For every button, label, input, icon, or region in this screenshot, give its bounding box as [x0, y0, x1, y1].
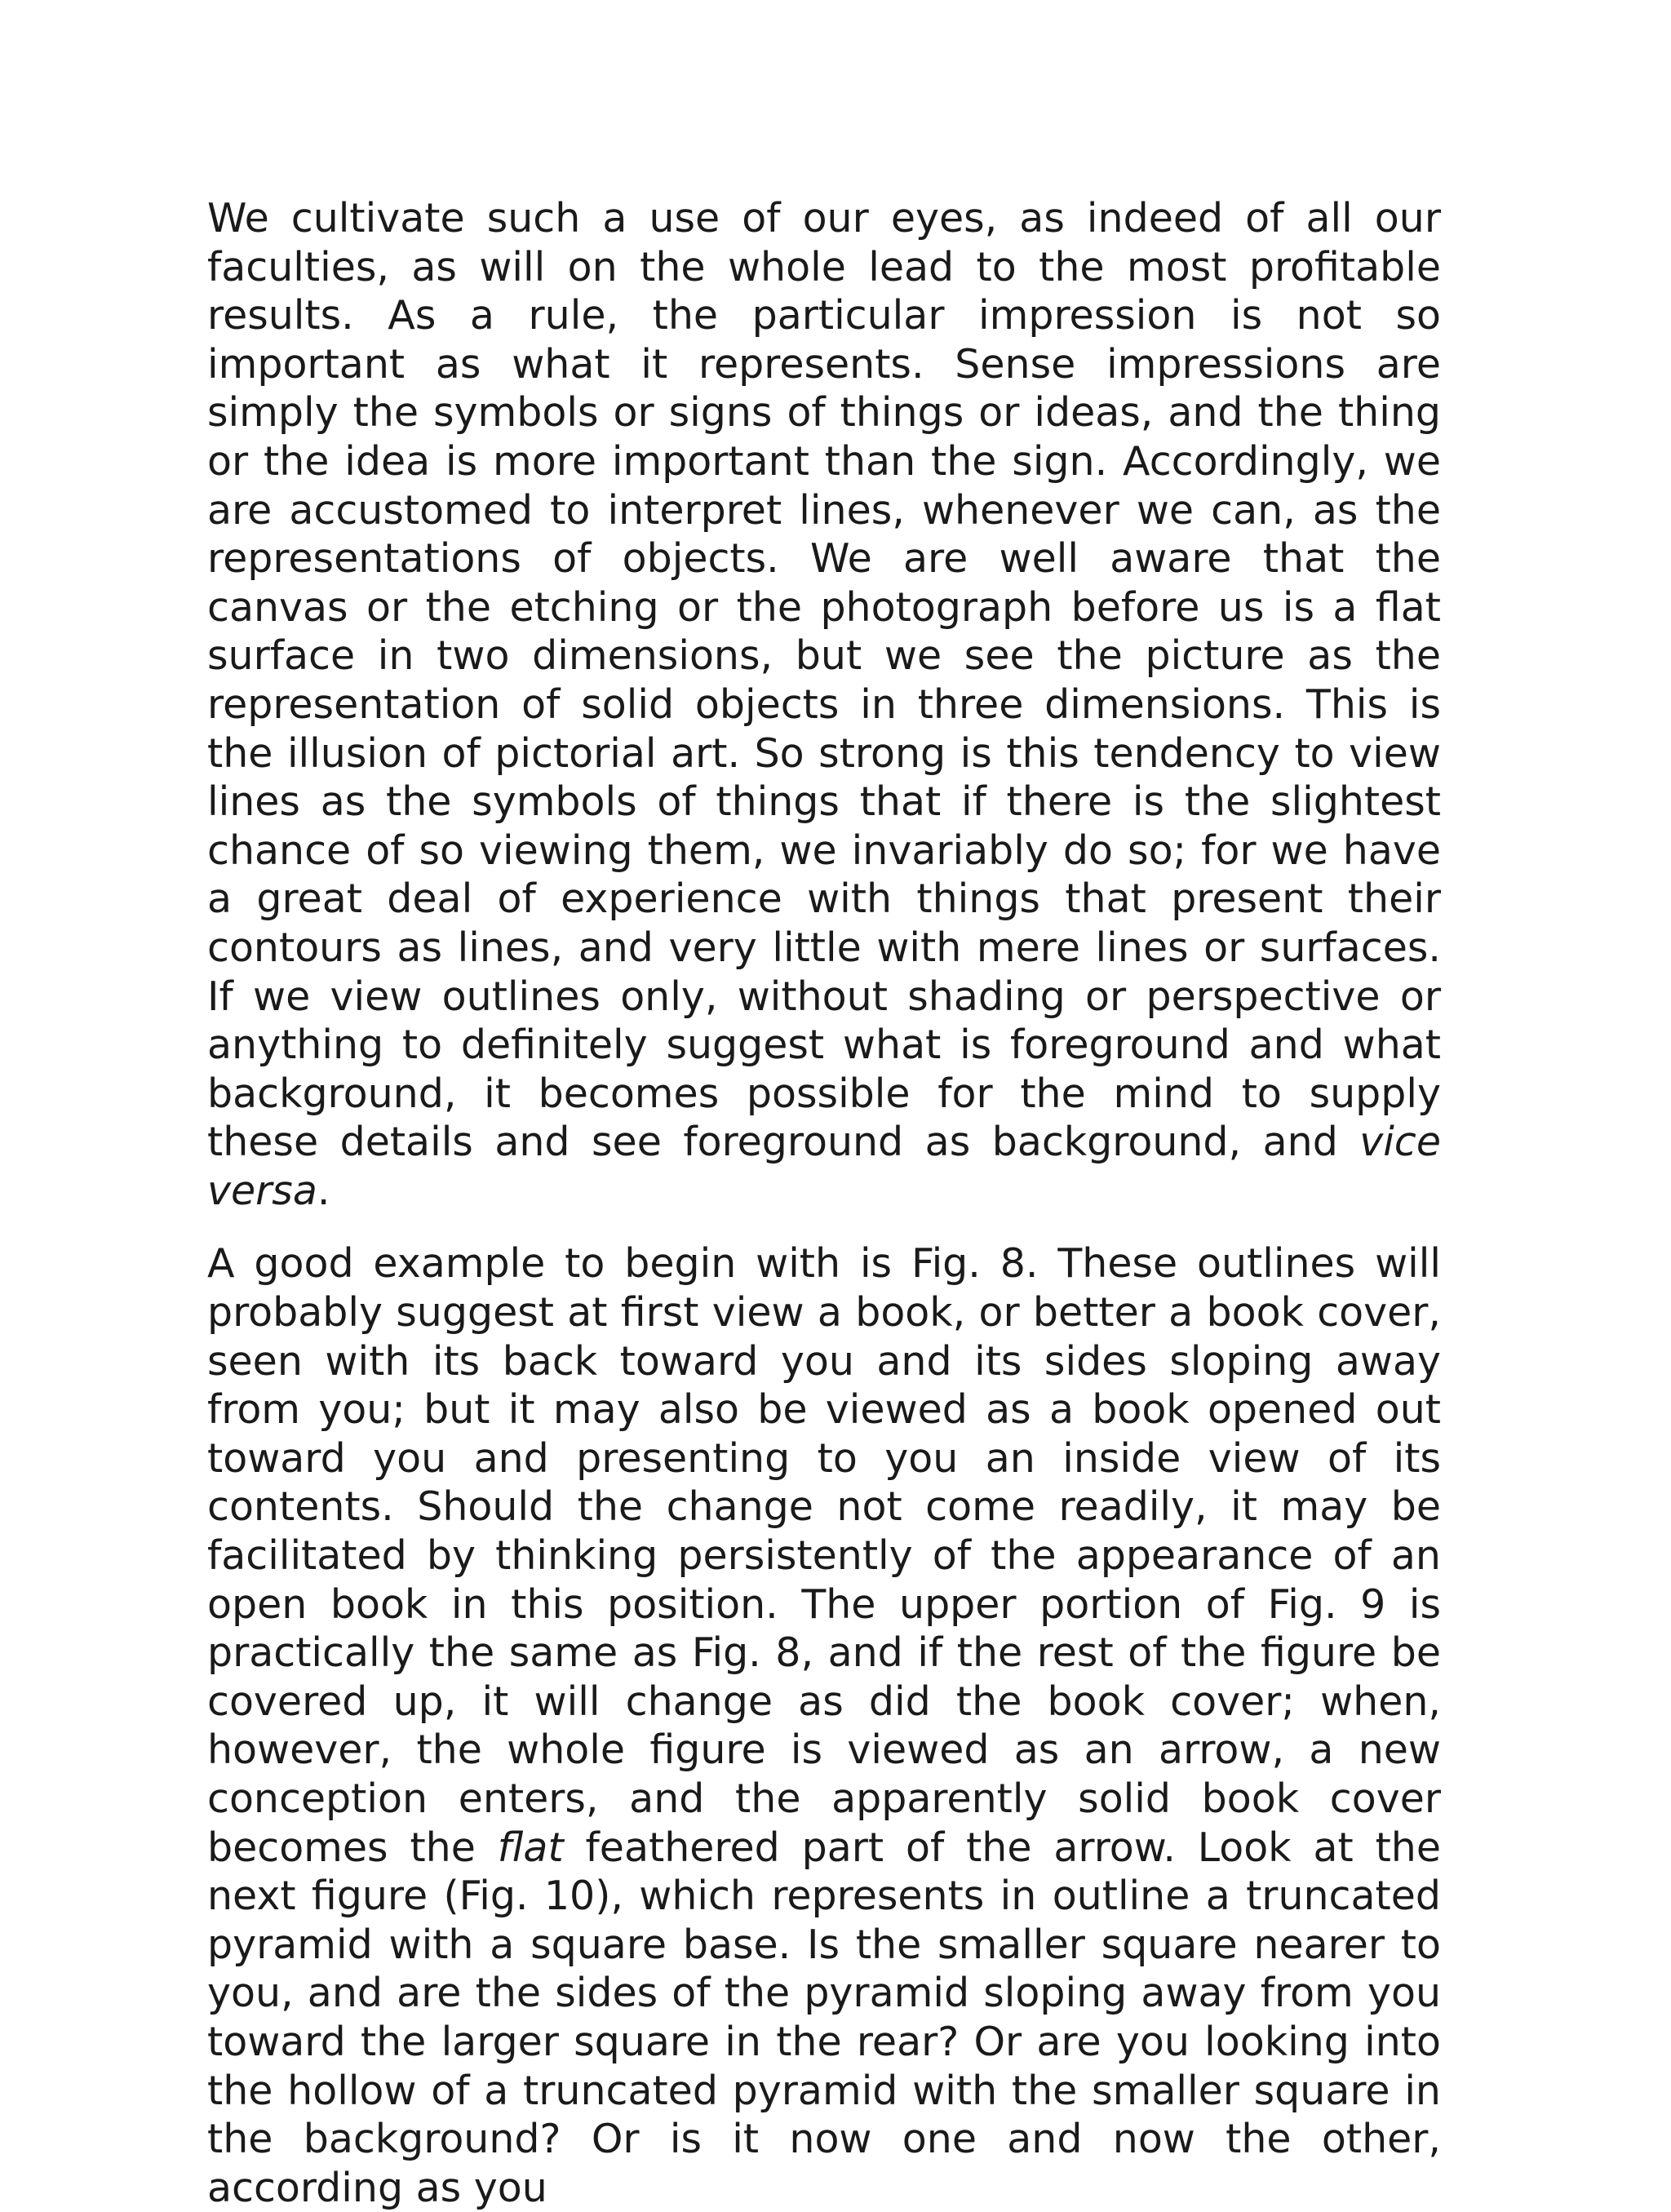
paragraph-2-text-end: feathered part of the arrow. Look at the next figure (Fig. 10), which represents in outline a truncated pyramid with a square base. Is the smaller square nearer to you, and are the sides of the pyramid sloping away from you toward the larger square in the rear? Or are you looking into the hollow of a truncated pyramid with the smaller square in the background? Or is it now one and now the other, according as you — [207, 1824, 1441, 2211]
paragraph-1-text: We cultivate such a use of our eyes, as indeed of all our faculties, as will on the whole lead to the most profitable results. As a rule, the particular impression is not so important as what it represents. Sense impressions are simply the symbols or signs of things or ideas, and the thing or the idea is more important than the sign. Accordingly, we are accustomed to interpret lines, whenever we can, as the representations of objects. We are well aware that the canvas or the etching or the photograph before us is a flat surface in two dimensions, but we see the picture as the representation of solid objects in three dimensions. This is the illusion of pictorial art. So strong is this tendency to view lines as the symbols of things that if there is the slightest chance of so viewing them, we invariably do so; for we have a great deal of experience with things that present their contours as lines, and very little with mere lines or surfaces. If we view outlines only, without shading or perspective or anything to definitely suggest what is foreground and what background, it becomes possible for the mind to supply these details and see foreground as background, and — [207, 195, 1441, 1166]
paragraph-1-italic-vice-versa: vice versa — [207, 1119, 1441, 1214]
paragraph-2 — [207, 1239, 1441, 2212]
paragraph-1 — [207, 194, 1441, 1215]
paragraph-2-italic-flat: flat — [497, 1824, 564, 1871]
document-page — [207, 194, 1441, 2212]
paragraph-1-text-end: . — [317, 1167, 330, 1214]
paragraph-2-text: A good example to begin with is Fig. 8. These outlines will probably suggest at first view a book, or better a book cover, seen with its back toward you and its sides sloping away from you; but it may also be viewed as a book opened out toward you and presenting to you an inside view of its contents. Should the change not come readily, it may be facilitated by thinking persistently of the appearance of an open book in this position. The upper portion of Fig. 9 is practically the same as Fig. 8, and if the rest of the figure be covered up, it will change as did the book cover; when, however, the whole figure is viewed as an arrow, a new conception enters, and the apparently solid book cover becomes the — [207, 1240, 1441, 1871]
